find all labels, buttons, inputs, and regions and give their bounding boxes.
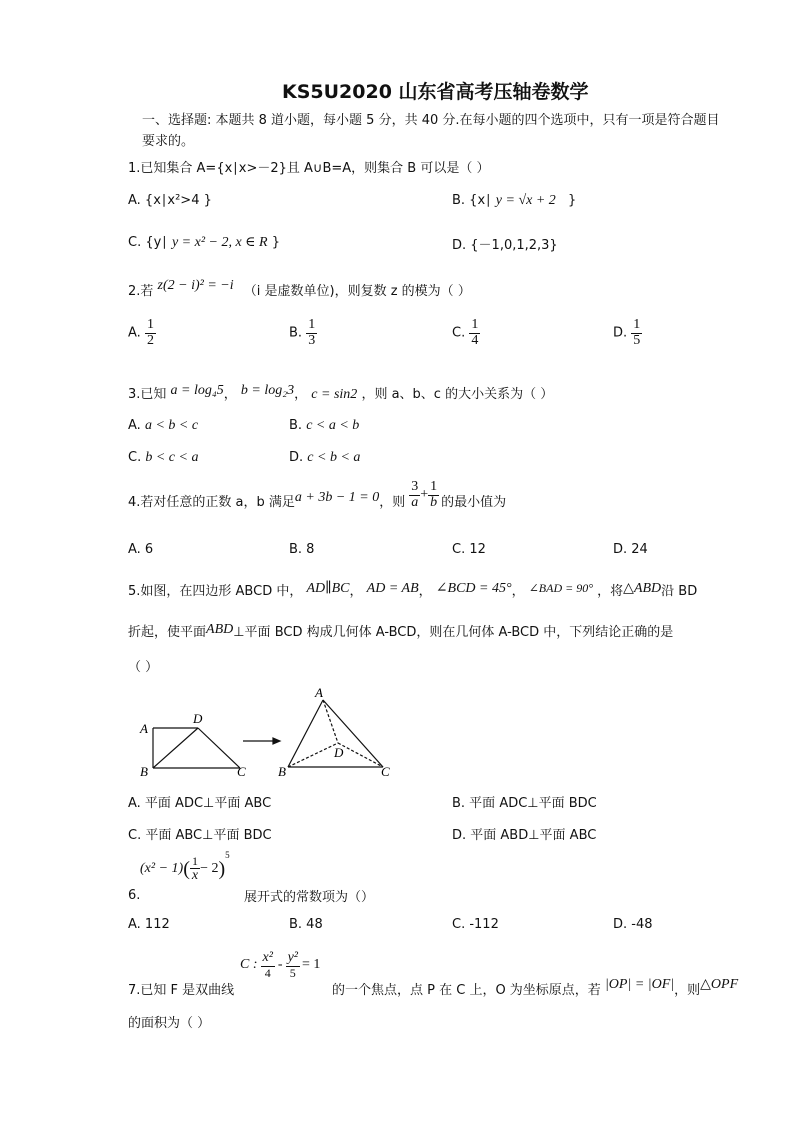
q1-option-b-suffix: }	[567, 193, 577, 208]
quadrilateral-abcd	[153, 728, 240, 768]
q3-option-a: A. a < b < c	[128, 418, 199, 433]
q1-stem: 1.已知集合 A={x∣x>－2}且 A∪B=A，则集合 B 可以是（ ）	[128, 161, 490, 176]
q5-stem-line2: 折起，使平面ABD⊥平面 BCD 构成几何体 A-BCD，则在几何体 A-BCD 中，下列结论正确的是	[128, 622, 674, 640]
q3-option-b: B. c < a < b	[289, 418, 360, 433]
q2-option-a: A. $\frac{1}{2}$	[128, 317, 154, 348]
q5-option-c: C. 平面 ABC⊥平面 BDC	[128, 828, 272, 843]
q2-option-c: C. $\frac{1}{4}$	[452, 317, 479, 348]
q3-suffix: ，则 a、b、c 的大小关系为（ ）	[361, 387, 554, 402]
q7-hyperbola: C : $\frac{\text{x²}}{4}$ - $\frac{\text{y²}}{5}$ = 1	[240, 950, 321, 980]
fig-label-a-left: A	[140, 721, 148, 736]
q4-option-b: B. 8	[289, 542, 315, 557]
q6-option-b: B. 48	[289, 917, 323, 932]
arrow-icon	[243, 738, 280, 744]
q1-option-c-suffix: }	[271, 235, 281, 250]
fig-label-b-left: B	[140, 764, 148, 779]
page-title: KS5U2020 山东省高考压轴卷数学	[282, 81, 589, 103]
q4-condition: a + 3b − 1 = 0	[294, 490, 380, 506]
q3-option-c: C. b < c < a	[128, 450, 199, 465]
q4-stem: 4.若对任意的正数 a，b 满足 a + 3b − 1 = 0 ，则 $\frac{3}{a}$ + $\frac{1}{b}$ 的最小值为	[128, 479, 507, 511]
q6-option-c: C. -112	[452, 917, 499, 932]
q4-suffix: 的最小值为	[441, 495, 507, 511]
q4-option-a: A. 6	[128, 542, 154, 557]
q3-math-a: a = log₄5	[170, 383, 224, 398]
q2-stem	[128, 280, 471, 300]
fig-label-d-left: D	[193, 711, 203, 726]
q6-expression: (x² − 1) ( $\frac{1}{x}$ − 2 ) 5	[140, 850, 230, 883]
fig-label-d-right: D	[334, 745, 344, 760]
q4-prefix: 4.若对任意的正数 a，b 满足	[128, 495, 295, 511]
fig-label-b-right: B	[278, 764, 286, 779]
q6-suffix: 展开式的常数项为（）	[244, 890, 375, 905]
q2-option-b: B. $\frac{1}{3}$	[289, 317, 316, 348]
section-instructions-line1: 一、选择题: 本题共 8 道小题，每小题 5 分，共 40 分.在每小题的四个选项中，只有一项是符合题目	[142, 113, 720, 128]
q5-option-b: B. 平面 ADC⊥平面 BDC	[452, 796, 597, 811]
q4-option-c: C. 12	[452, 542, 486, 557]
q1-option-c-math: y = x² − 2, x ∈ R	[171, 235, 268, 250]
q5-option-a: A. 平面 ADC⊥平面 ABC	[128, 796, 272, 811]
q4-fraction-2: $\frac{1}{b}$	[430, 479, 438, 510]
q1-option-a: A. {x∣x²>4 }	[128, 193, 212, 208]
q2-math: z(2 − i)² = −i	[157, 278, 234, 293]
q4-mid: ，则	[379, 495, 406, 511]
q1-option-d: D. {－1,0,1,2,3}	[452, 238, 558, 253]
q2-suffix: （i 是虚数单位)，则复数 z 的模为（ ）	[243, 284, 471, 299]
q7-line2: 的面积为（ ）	[128, 1016, 211, 1031]
q3-prefix: 3.已知	[128, 387, 167, 402]
q7-mid: 的一个焦点，点 P 在 C 上，O 为坐标原点，若 |OP| = |OF|，则△OPF	[332, 977, 739, 998]
q4-fraction-1: $\frac{3}{a}$	[411, 479, 419, 510]
q2-option-d: D. $\frac{1}{5}$	[613, 317, 641, 348]
q1-option-c-prefix: C. {y∣	[128, 235, 168, 250]
q1-option-b-math: y = √x + 2	[495, 193, 556, 208]
q1-option-b-prefix: B. {x∣	[452, 193, 492, 208]
fig-label-c-left: C	[237, 764, 246, 779]
q1-option-b	[452, 193, 576, 209]
q3-stem: 3.已知 a = log₄5， b = log₂3， c = sin2 ，则 a、b、c 的大小关系为（ ）	[128, 383, 554, 402]
q1-option-c	[128, 234, 280, 251]
q3-math-c: c = sin2	[311, 387, 358, 402]
fig-label-c-right: C	[381, 764, 390, 779]
q5-option-d: D. 平面 ABD⊥平面 ABC	[452, 828, 597, 843]
q6-option-d: D. -48	[613, 917, 653, 932]
q3-option-d: D. c < b < a	[289, 450, 361, 465]
q5-stem-line3: （ ）	[128, 660, 159, 675]
q5-figure	[130, 685, 400, 780]
q7-prefix: 7.已知 F 是双曲线	[128, 983, 235, 998]
q6-number: 6.	[128, 888, 141, 903]
q5-stem-line1: 5.如图，在四边形 ABCD 中， AD∥BC， AD = AB， ∠BCD = 45°， ∠BAD = 90° ，将△ABD沿 BD	[128, 581, 698, 599]
fig-label-a-right: A	[315, 685, 323, 700]
q4-option-d: D. 24	[613, 542, 648, 557]
q3-math-b: b = log₂3	[240, 383, 295, 398]
q2-prefix: 2.若	[128, 284, 154, 299]
q6-option-a: A. 112	[128, 917, 170, 932]
section-instructions-line2: 要求的。	[142, 134, 195, 149]
